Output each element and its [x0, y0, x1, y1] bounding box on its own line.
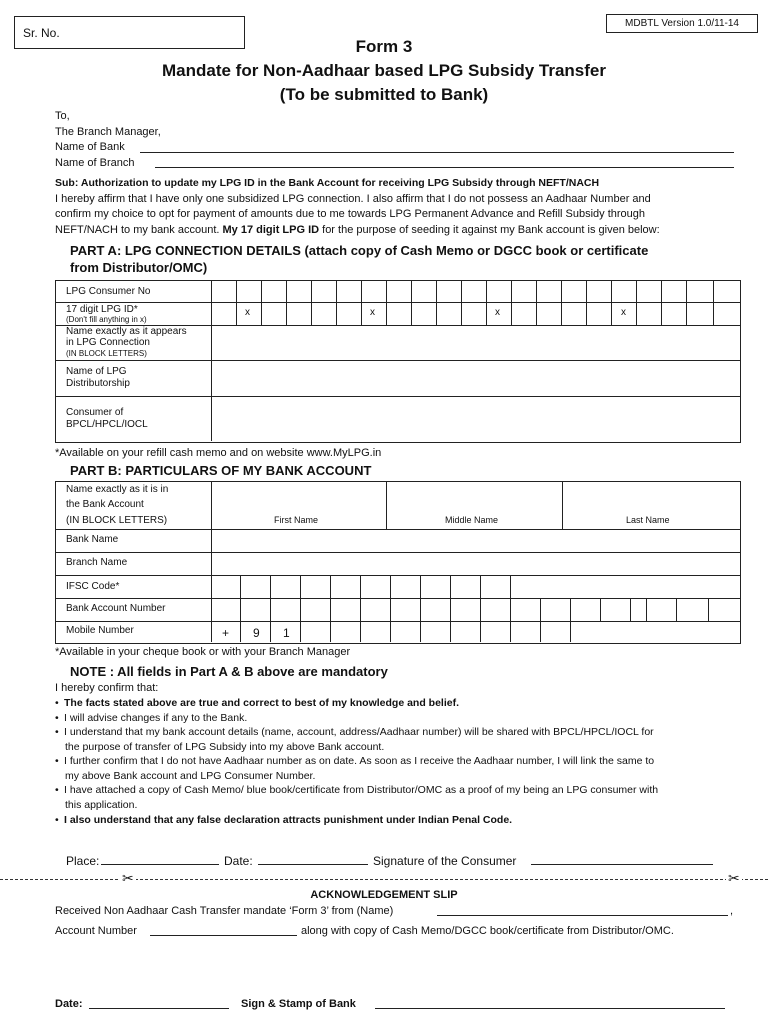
part-a-footnote: *Available on your refill cash memo and on website www.MyLPG.in — [55, 447, 382, 459]
date-label: Date: — [224, 854, 253, 868]
bullet-attached-text: I have attached a copy of Cash Memo/ blue book/certificate from Distributor/OMC as a proof of my being an LPG consumer with — [64, 784, 659, 796]
bank-name-label: Name of Bank — [55, 141, 125, 153]
lpg-id-note: (Don't fill anything in x) — [66, 315, 147, 324]
ack-received: Received Non Aadhaar Cash Transfer mandate ‘Form 3’ from (Name) — [55, 905, 394, 917]
ifsc-label: IFSC Code* — [66, 581, 120, 592]
last-name-label: Last Name — [626, 515, 670, 525]
bullet-understand-2: the purpose of transfer of LPG Subsidy into my above Bank account. — [65, 741, 385, 753]
part-a-heading-2: from Distributor/OMC) — [70, 260, 208, 275]
ack-along-with: along with copy of Cash Memo/DGCC book/certificate from Distributor/OMC. — [301, 925, 674, 937]
version-label: MDBTL Version 1.0/11-14 — [625, 18, 739, 29]
ack-name-field[interactable] — [437, 915, 728, 916]
affirm-line-3 — [55, 223, 740, 239]
ack-comma: , — [730, 905, 734, 917]
mobile-prefix-9: 9 — [253, 626, 260, 640]
account-name-label: Name exactly as it is in — [66, 484, 169, 495]
signature-field[interactable] — [531, 864, 713, 865]
consumer-of-field[interactable] — [212, 397, 739, 440]
bullet-further-2: my above Bank account and LPG Consumer Number. — [65, 770, 316, 782]
affirm-line-3c: for the purpose of seeding it against my Bank account is given below: — [319, 224, 660, 236]
distributorship-label: Name of LPG — [66, 366, 127, 377]
bullet-understand-text: I understand that my bank account details (name, account, address/Aadhaar number) will be shared with BPCL/HPCL/IOCL for — [64, 726, 654, 738]
bullet-attached-2: this application. — [65, 799, 138, 811]
ack-stamp-field[interactable] — [375, 1008, 725, 1009]
bullet-dot: • — [55, 726, 59, 738]
bank-name-field[interactable] — [140, 152, 734, 153]
bullet-facts-text: The facts stated above are true and correct to best of my knowledge and belief. — [64, 697, 460, 709]
connection-name-field[interactable] — [212, 326, 739, 359]
bullet-dot: • — [55, 755, 59, 767]
bank-name-row-label: Bank Name — [66, 534, 119, 545]
ack-account-field[interactable] — [150, 935, 297, 936]
bullet-further — [55, 754, 745, 769]
page-title: Mandate for Non-Aadhaar based LPG Subsidy Transfer — [162, 61, 606, 80]
connection-name-label-2: in LPG Connection — [66, 337, 150, 348]
ack-date-field[interactable] — [89, 1008, 229, 1009]
version-box — [606, 14, 758, 33]
consumer-of-label-2: BPCL/HPCL/IOCL — [66, 419, 148, 430]
account-name-label-3: (IN BLOCK LETTERS) — [66, 515, 168, 526]
part-a-heading: PART A: LPG CONNECTION DETAILS (attach copy of Cash Memo or DGCC book or certificate — [70, 243, 649, 258]
bullet-false-declaration-text: I also understand that any false declaration attracts punishment under Indian Penal Code. — [64, 814, 513, 826]
bullet-facts — [55, 696, 745, 711]
part-b-heading: PART B: PARTICULARS OF MY BANK ACCOUNT — [70, 463, 372, 478]
branch-name-row-label: Branch Name — [66, 557, 128, 568]
bank-name-row-field[interactable] — [212, 530, 739, 551]
bullet-dot: • — [55, 712, 59, 724]
account-number-label: Bank Account Number — [66, 603, 166, 614]
bullet-dot: • — [55, 697, 59, 709]
subject: Sub: Authorization to update my LPG ID in the Bank Account for receiving LPG Subsidy through NEFT/NACH — [55, 177, 600, 189]
lpg-consumer-no-label: LPG Consumer No — [66, 286, 151, 297]
bullet-advise-text: I will advise changes if any to the Bank. — [64, 712, 248, 724]
page-subtitle: (To be submitted to Bank) — [279, 85, 489, 104]
address-manager: The Branch Manager, — [55, 126, 161, 138]
lpg-id-x-3: x — [495, 307, 500, 318]
connection-name-label: Name exactly as it appears — [66, 326, 187, 337]
bullet-false-declaration — [55, 813, 745, 828]
place-label: Place: — [66, 854, 100, 868]
ack-title: ACKNOWLEDGEMENT SLIP — [310, 889, 458, 901]
connection-name-note: (IN BLOCK LETTERS) — [66, 349, 147, 358]
account-name-label-2: the Bank Account — [66, 499, 144, 510]
confirm-intro: I hereby confirm that: — [55, 682, 159, 694]
lpg-id-x-1: x — [245, 307, 250, 318]
branch-name-label: Name of Branch — [55, 157, 135, 169]
affirm-line-2: confirm my choice to opt for payment of amounts due to me towards LPG Permanent Advance and Refill Subsidy through — [55, 208, 646, 220]
branch-name-row-field[interactable] — [212, 553, 739, 574]
ack-date-label: Date: — [55, 998, 83, 1010]
mobile-label: Mobile Number — [66, 625, 134, 636]
lpg-id-x-4: x — [621, 307, 626, 318]
ack-stamp-label: Sign & Stamp of Bank — [241, 998, 356, 1010]
signature-label: Signature of the Consumer — [373, 854, 517, 868]
consumer-of-label: Consumer of — [66, 407, 124, 418]
affirm-line-1: I hereby affirm that I have only one subsidized LPG connection. I also affirm that I do not possess an Aadhaar Number and — [55, 193, 651, 205]
lpg-id-x-2: x — [370, 307, 375, 318]
bullet-dot: • — [55, 814, 59, 826]
middle-name-label: Middle Name — [445, 515, 499, 525]
affirm-line-3b: My 17 digit LPG ID — [219, 224, 320, 236]
mobile-prefix-plus: + — [222, 626, 230, 640]
mandatory-note: NOTE : All fields in Part A & B above are mandatory — [70, 664, 388, 679]
bullet-advise — [55, 711, 745, 726]
part-b-footnote: *Available in your cheque book or with your Branch Manager — [55, 646, 351, 658]
lpg-id-label: 17 digit LPG ID* — [66, 304, 138, 315]
bullet-further-text: I further confirm that I do not have Aadhaar number as on date. As soon as I receive the Aadhaar number, I will link the same to — [64, 755, 655, 767]
address-to: To, — [55, 110, 70, 122]
branch-name-field[interactable] — [155, 167, 734, 168]
mobile-prefix-1: 1 — [283, 626, 290, 640]
place-field[interactable] — [101, 864, 219, 865]
bullet-understand — [55, 725, 745, 740]
cut-line — [0, 879, 768, 880]
scissors-icon-right: ✂ — [728, 870, 740, 886]
bullet-attached — [55, 783, 745, 798]
sr-no-label: Sr. No. — [23, 26, 60, 40]
affirm-line-3a: NEFT/NACH to my bank account. — [55, 224, 220, 236]
first-name-label: First Name — [274, 515, 319, 525]
distributorship-label-2: Distributorship — [66, 378, 130, 389]
scissors-icon-left: ✂ — [122, 870, 134, 886]
form-number: Form 3 — [355, 37, 413, 56]
ack-account-label: Account Number — [55, 925, 137, 937]
distributorship-field[interactable] — [212, 361, 739, 395]
date-field[interactable] — [258, 864, 368, 865]
bullet-dot: • — [55, 784, 59, 796]
